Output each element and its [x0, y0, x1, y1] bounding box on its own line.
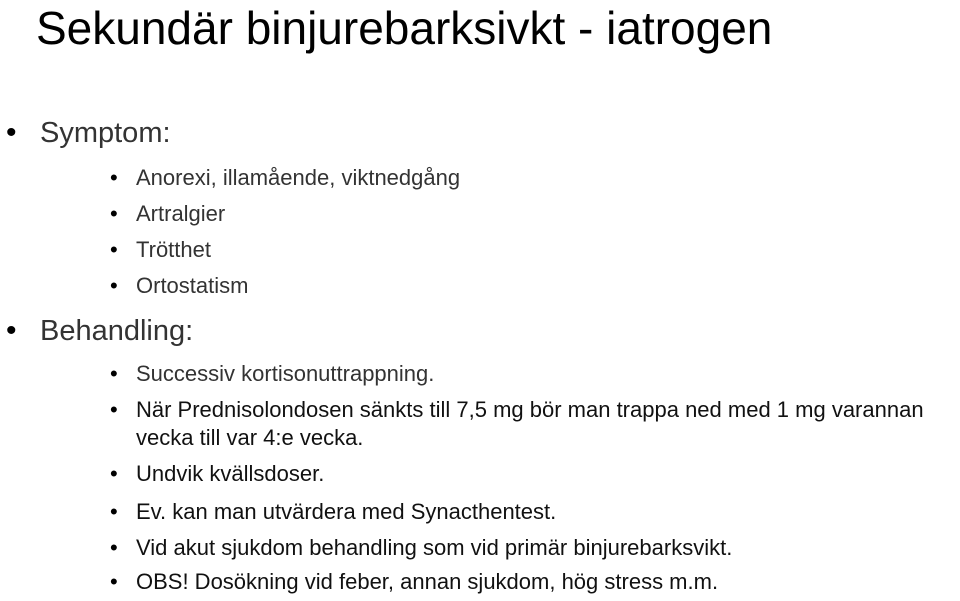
list-item-text: Vid akut sjukdom behandling som vid primär binjurebarksvikt. — [136, 535, 733, 560]
list-item-text: När Prednisolondosen sänkts till 7,5 mg bör man trappa ned med 1 mg varannan vecka till var 4:e vecka. — [136, 397, 924, 450]
bullet-icon: • — [110, 237, 118, 262]
bullet-icon: • — [110, 201, 118, 226]
list-item-text: Ev. kan man utvärdera med Synacthentest. — [136, 499, 557, 524]
slide-title: Sekundär binjurebarksivkt - iatrogen — [36, 2, 773, 54]
section-heading-label: Behandling: — [40, 315, 194, 347]
bullet-icon: • — [6, 116, 17, 149]
bullet-icon: • — [110, 273, 118, 298]
list-item-text: Successiv kortisonuttrappning. — [136, 361, 435, 386]
bullet-icon: • — [110, 499, 118, 524]
bullet-icon: • — [6, 314, 17, 347]
section-heading-label: Symptom: — [40, 117, 171, 149]
list-item-text: Anorexi, illamående, viktnedgång — [136, 165, 461, 190]
list-item-text: Trötthet — [136, 237, 211, 262]
list-item-text: Ortostatism — [136, 273, 249, 298]
list-item-text: Undvik kvällsdoser. — [136, 461, 325, 486]
list-item-text: OBS! Dosökning vid feber, annan sjukdom, hög stress m.m. — [136, 569, 719, 594]
bullet-icon: • — [110, 461, 118, 486]
bullet-icon: • — [110, 361, 118, 386]
bullet-icon: • — [110, 535, 118, 560]
list-item-text: Artralgier — [136, 201, 226, 226]
bullet-icon: • — [110, 569, 118, 594]
bullet-icon: • — [110, 165, 118, 190]
bullet-icon: • — [110, 397, 118, 422]
